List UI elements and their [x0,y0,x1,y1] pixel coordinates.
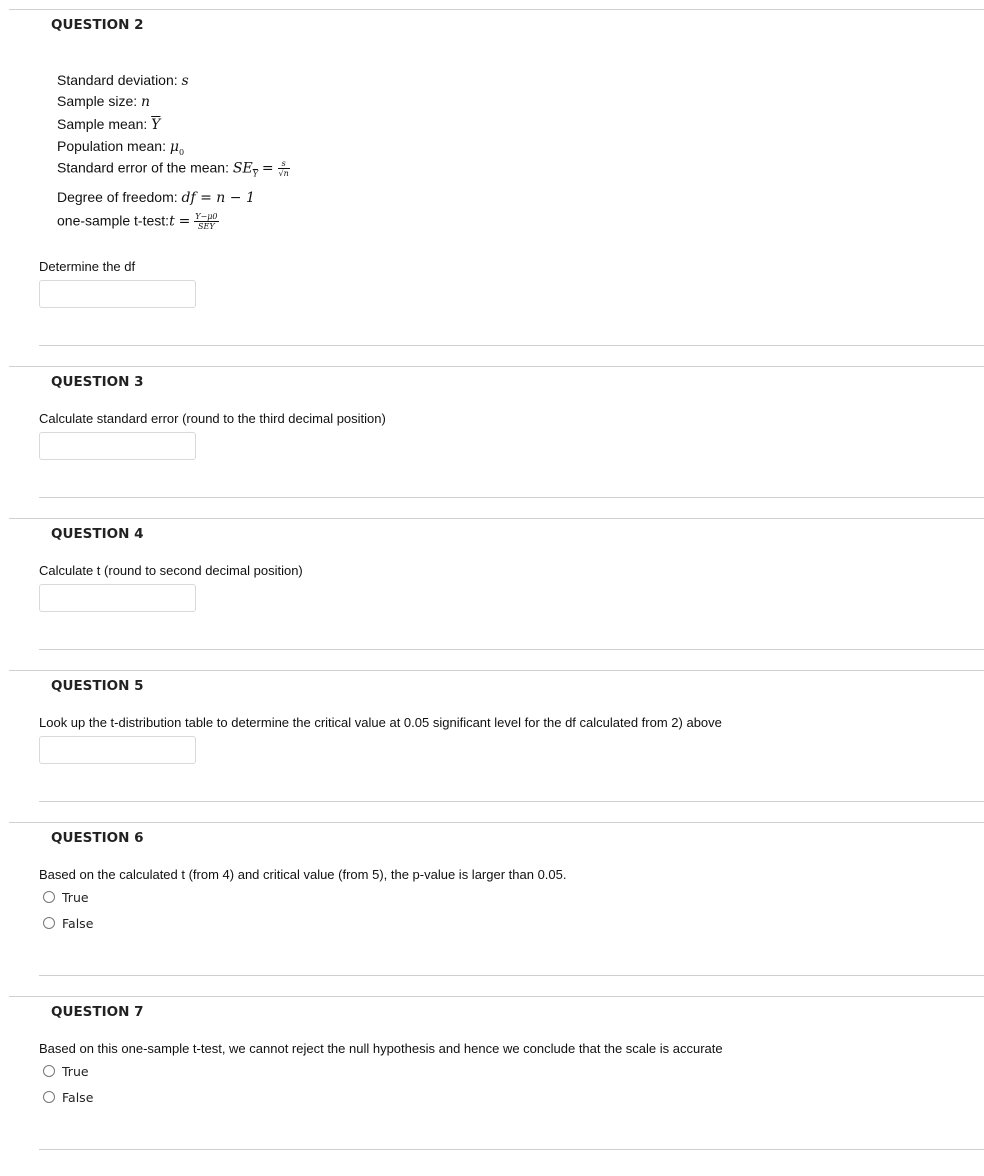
question-prompt: Look up the t-distribution table to determine the critical value at 0.05 significant level for the df calculated from 2) above [39,715,722,730]
definition-n [57,93,150,110]
question-title: QUESTION 3 [51,374,144,390]
divider [9,996,984,997]
divider [39,801,984,802]
t-value-answer-input[interactable] [39,584,196,612]
divider [39,975,984,976]
definition-label: Degree of freedom: [57,189,178,205]
df-answer-input[interactable] [39,280,196,308]
numerator: Y−μ0 [195,212,218,221]
radio-button[interactable] [43,917,55,929]
question-prompt: Calculate t (round to second decimal position) [39,563,303,578]
fraction [278,159,290,179]
symbol: t [169,213,175,230]
definition-population-mean [57,138,184,157]
divider [39,345,984,346]
question-title: QUESTION 5 [51,678,144,694]
option-label[interactable]: False [62,915,94,931]
definition-label: Sample size: [57,93,138,109]
question-prompt: Determine the df [39,259,136,274]
denominator: √n [278,169,289,178]
question-prompt: Based on this one-sample t-test, we cannot reject the null hypothesis and hence we conclude that the scale is accurate [39,1041,723,1056]
radio-option-true[interactable] [43,889,89,905]
divider [9,518,984,519]
divider [9,9,984,10]
option-label[interactable]: True [62,889,89,905]
question-title: QUESTION 2 [51,17,144,33]
definition-label: Standard deviation: [57,72,178,88]
radio-option-true[interactable] [43,1063,89,1079]
option-label[interactable]: True [62,1063,89,1079]
divider [39,1149,984,1150]
definition-df [57,189,255,206]
equals-sign: = [261,160,274,177]
fraction [194,212,218,232]
divider [9,366,984,367]
question-title: QUESTION 4 [51,526,144,542]
symbol: s [181,73,189,89]
divider [39,497,984,498]
divider [9,822,984,823]
definition-label: Population mean: [57,138,166,154]
definition-t-test [57,212,219,232]
question-title: QUESTION 6 [51,830,144,846]
definition-label: one-sample t-test: [57,212,170,229]
symbol: $\overline{Y}$ [151,117,161,133]
divider [9,670,984,671]
symbol: n [141,94,151,110]
definition-sample-mean [57,116,160,133]
symbol: μ [169,139,179,155]
radio-button[interactable] [43,1091,55,1103]
equals-sign: = [178,213,191,230]
radio-option-false[interactable] [43,1089,93,1105]
radio-button[interactable] [43,891,55,903]
question-prompt: Based on the calculated t (from 4) and critical value (from 5), the p-value is larger than 0.05. [39,867,567,882]
denominator: SEY [198,222,215,231]
definition-label: Standard error of the mean: [57,159,229,176]
radio-button[interactable] [43,1065,55,1077]
option-label[interactable]: False [62,1089,94,1105]
symbol: SE [232,160,253,177]
standard-error-answer-input[interactable] [39,432,196,460]
subscript: 0 [178,147,185,157]
definition-sd [57,72,189,89]
radio-option-false[interactable] [43,915,93,931]
definition-label: Sample mean: [57,116,148,132]
numerator: s [278,159,290,169]
critical-value-answer-input[interactable] [39,736,196,764]
definition-standard-error [57,159,290,179]
subscript: Y [252,169,258,179]
formula: df = n − 1 [181,190,255,206]
question-prompt: Calculate standard error (round to the third decimal position) [39,411,386,426]
divider [39,649,984,650]
question-title: QUESTION 7 [51,1004,144,1020]
